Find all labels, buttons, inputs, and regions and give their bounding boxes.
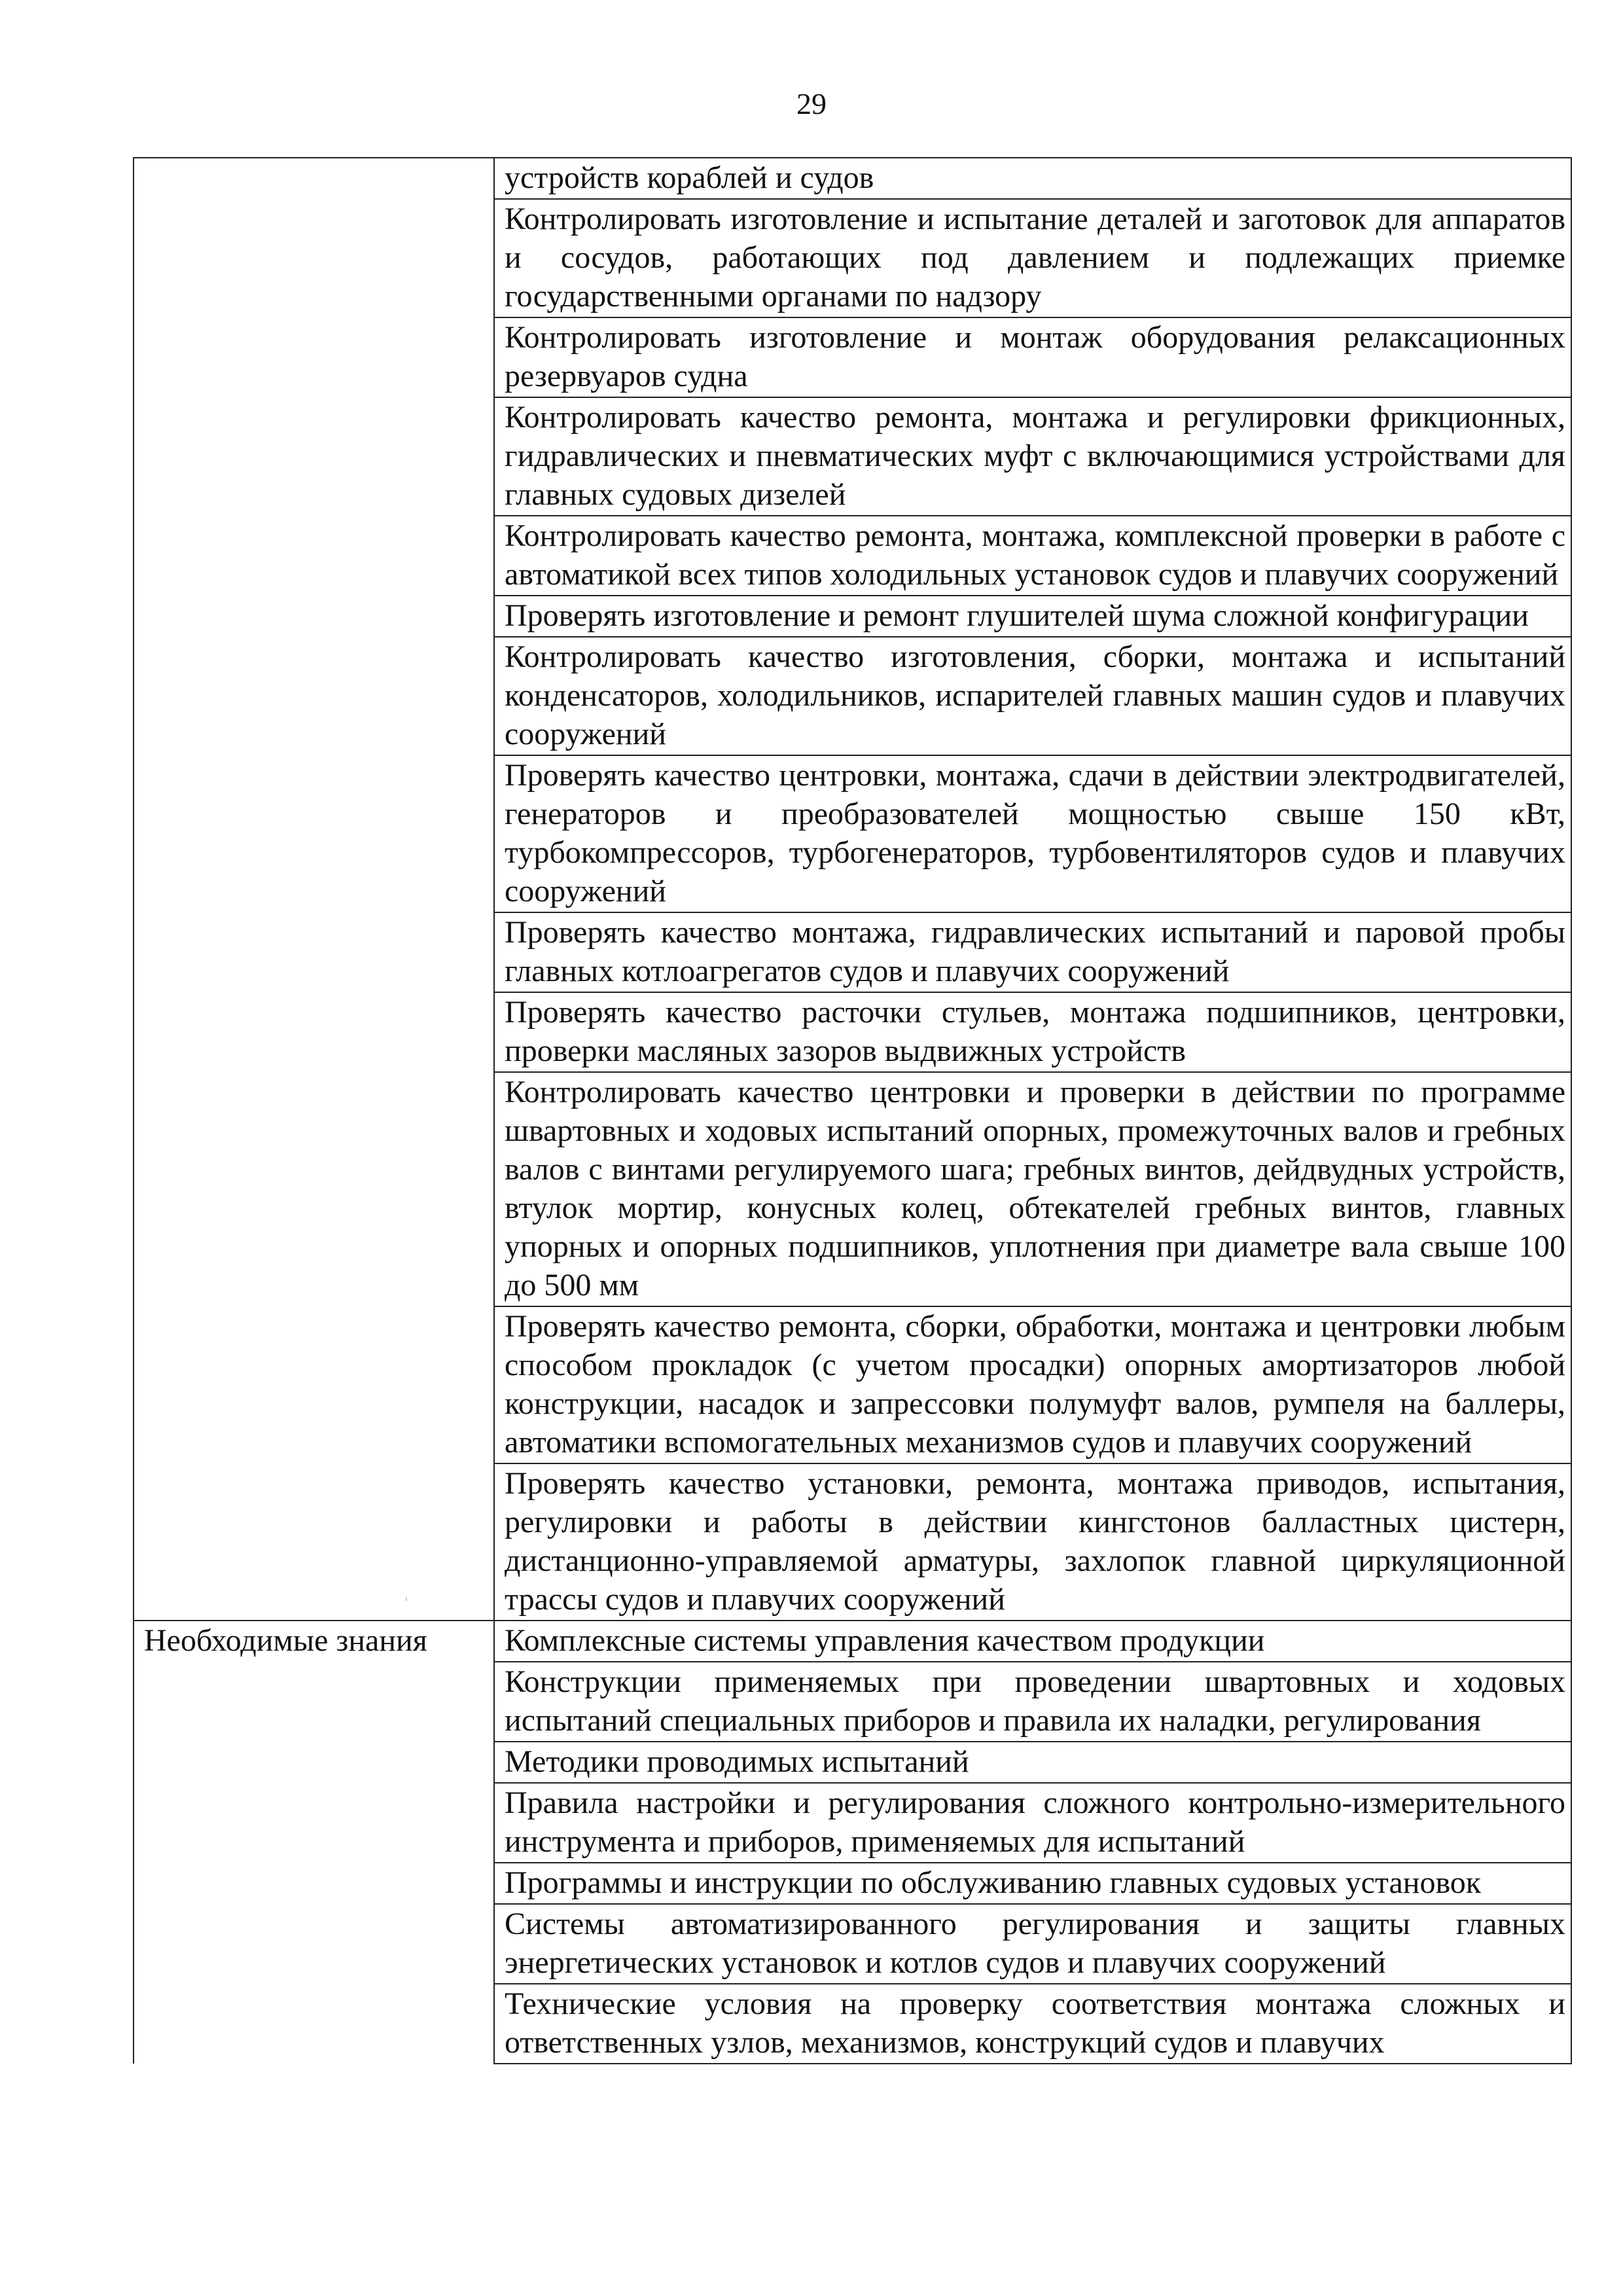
requirement-cell: Проверять качество ремонта, сборки, обработки, монтажа и центровки любым способом прокладок (с учетом просадки) опорных амортизаторов любой конструкции, насадок и запрессовки полумуфт валов, румпеля на баллеры, автоматики вспомогательных механизмов судов и плавучих сооружений (494, 1306, 1571, 1463)
requirement-cell: Контролировать изготовление и испытание деталей и заготовок для аппаратов и сосудов, работающих под давлением и подлежащих приемке государственными органами по надзору (494, 199, 1571, 317)
requirement-cell: Проверять качество расточки стульев, монтажа подшипников, центровки, проверки масляных зазоров выдвижных устройств (494, 992, 1571, 1072)
requirement-cell: Контролировать изготовление и монтаж оборудования релаксационных резервуаров судна (494, 317, 1571, 397)
requirement-cell: Проверять изготовление и ремонт глушителей шума сложной конфигурации (494, 596, 1571, 637)
requirement-cell: Программы и инструкции по обслуживанию главных судовых установок (494, 1863, 1571, 1904)
section-label-cell-knowledge (134, 1621, 494, 2064)
requirement-cell: Методики проводимых испытаний (494, 1742, 1571, 1783)
requirement-cell: Комплексные системы управления качеством продукции (494, 1621, 1571, 1662)
requirement-cell: Конструкции применяемых при проведении швартовных и ходовых испытаний специальных приборов и правила их наладки, регулирования (494, 1662, 1571, 1742)
section-label: Необходимые знания (144, 1623, 427, 1658)
requirement-cell: Проверять качество центровки, монтажа, сдачи в действии электродвигателей, генераторов и преобразователей мощностью свыше 150 кВт, турбокомпрессоров, турбогенераторов, турбовентиляторов судов и плавучих сооружений (494, 755, 1571, 912)
section-label-cell-continued (134, 158, 494, 1621)
requirement-cell: Контролировать качество изготовления, сборки, монтажа и испытаний конденсаторов, холодильников, испарителей главных машин судов и плавучих сооружений (494, 637, 1571, 755)
requirement-cell: устройств кораблей и судов (494, 158, 1571, 199)
scan-artifact (406, 1597, 407, 1601)
table-row (134, 158, 1571, 199)
page-number: 29 (796, 87, 827, 120)
requirement-cell: Контролировать качество центровки и проверки в действии по программе швартовных и ходовых испытаний опорных, промежуточных валов и гребных валов с винтами регулируемого шага; гребных винтов, дейдвудных устройств, втулок мортир, конусных колец, обтекателей гребных винтов, главных упорных и опорных подшипников, уплотнения при диаметре вала свыше 100 до 500 мм (494, 1072, 1571, 1306)
requirement-cell: Технические условия на проверку соответствия монтажа сложных и ответственных узлов, механизмов, конструкций судов и плавучих (494, 1984, 1571, 2064)
requirement-cell: Контролировать качество ремонта, монтажа и регулировки фрикционных, гидравлических и пневматических муфт с включающимися устройствами для главных судовых дизелей (494, 397, 1571, 516)
requirement-cell: Системы автоматизированного регулирования и защиты главных энергетических установок и котлов судов и плавучих сооружений (494, 1904, 1571, 1984)
requirement-cell: Правила настройки и регулирования сложного контрольно-измерительного инструмента и приборов, применяемых для испытаний (494, 1783, 1571, 1863)
table-row (134, 1621, 1571, 1662)
requirement-cell: Проверять качество установки, ремонта, монтажа приводов, испытания, регулировки и работы в действии кингстонов балластных цистерн, дистанционно-управляемой арматуры, захлопок главной циркуляционной трассы судов и плавучих сооружений (494, 1463, 1571, 1621)
requirement-cell: Проверять качество монтажа, гидравлических испытаний и паровой пробы главных котлоагрегатов судов и плавучих сооружений (494, 912, 1571, 992)
competency-table (133, 157, 1572, 2064)
requirement-cell: Контролировать качество ремонта, монтажа, комплексной проверки в работе с автоматикой всех типов холодильных установок судов и плавучих сооружений (494, 516, 1571, 596)
